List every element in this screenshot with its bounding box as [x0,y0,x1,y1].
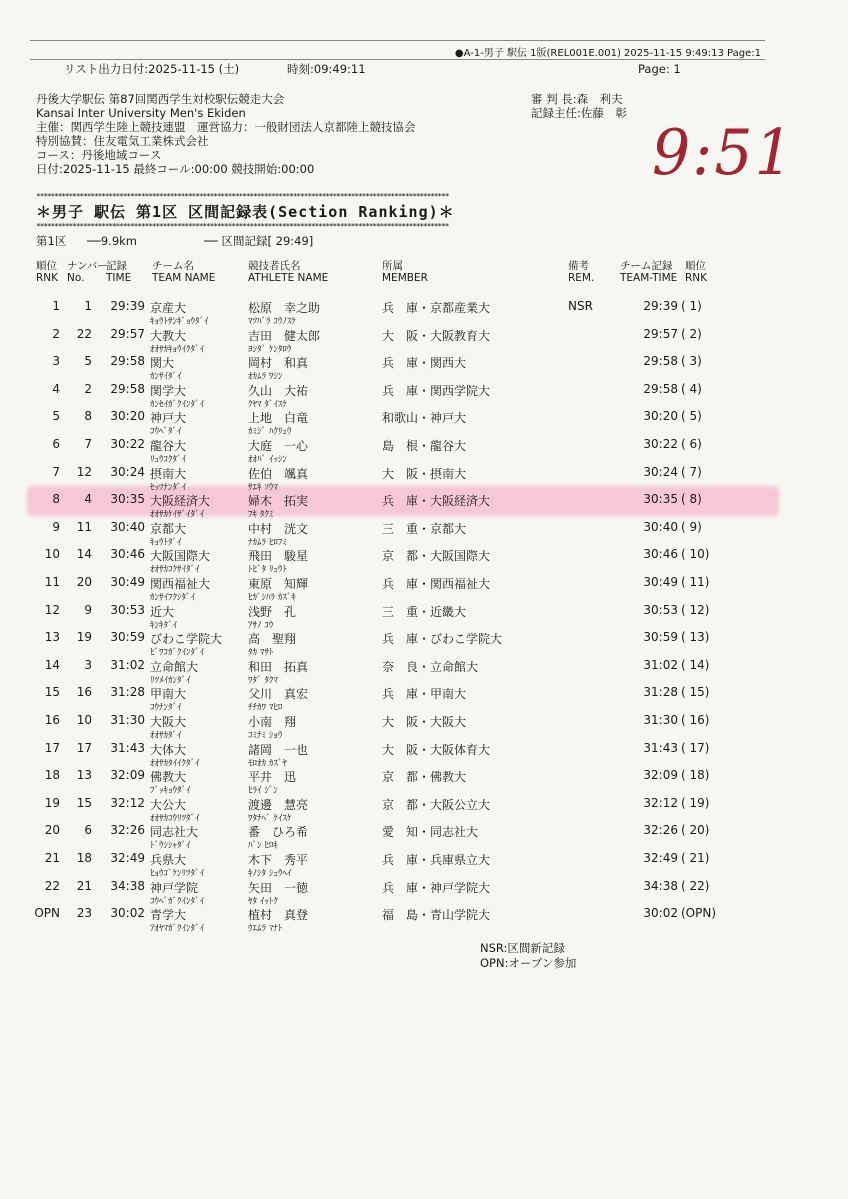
time-cell: 31:43 [110,740,145,755]
team-name-cell: 関西福祉大 [150,577,211,591]
team-rank-cell: ( 20) [681,823,710,838]
athlete-name-cell: 矢田 一徳 [248,880,309,895]
athlete-kana-cell: ｱｻﾉ ｺｳ [248,620,274,631]
athlete-name-cell: 婦木 拓実 [248,494,309,509]
member-cell: 兵 庫・大阪経済大 [382,494,491,509]
table-row [0,879,848,907]
athlete-name-cell: 飛田 駿星 [248,549,309,564]
team-name-cell: 神戸大 [150,411,187,426]
time-cell: 30:20 [110,409,145,424]
athlete-kana-cell: ﾌｷ ﾀｸﾐ [248,510,274,521]
athlete-kana-cell: ｺﾐﾅﾐ ｼｮｳ [248,731,283,741]
number-cell: 8 [84,409,92,424]
rank-cell: 13 [44,630,60,645]
team-time-cell: 29:39 [643,299,678,313]
team-kana-cell: ｺｳﾅﾝﾀﾞｲ [150,703,182,714]
athlete-kana-cell: ﾔﾀ ｲｯﾄｸ [248,896,278,907]
team-kana-cell: ﾋｮｳｺﾞｹﾝﾘﾂﾀﾞｲ [150,869,205,879]
table-row [0,823,848,851]
table-row [0,741,848,769]
number-cell: 6 [84,823,92,838]
team-rank-cell: ( 10) [681,547,710,562]
time-cell: 30:46 [110,547,145,562]
table-row [0,796,848,824]
rank-cell: 9 [52,519,60,534]
athlete-kana-cell: ﾏﾂﾊﾞﾗ ｺｳﾉｽｹ [248,317,296,327]
team-time-cell: 29:57 [643,326,678,341]
rank-cell: 1 [52,299,60,313]
rank-cell: OPN [34,906,60,921]
team-kana-cell: ﾌﾞｯｷｮｳﾀﾞｲ [150,786,191,797]
date-line: 日付:2025-11-15 最終コール:00:00 競技開始:00:00 [36,162,315,176]
team-time-cell: 34:38 [643,878,678,893]
table-row [0,520,848,548]
athlete-kana-cell: ﾄﾋﾞﾀ ﾘｭｳﾄ [248,565,287,576]
number-cell: 18 [76,851,92,865]
team-time-cell: 31:02 [643,657,678,672]
team-kana-cell: ｶﾝｾｲｶﾞｸｲﾝﾀﾞｲ [150,399,205,410]
member-cell: 京 都・大阪公立大 [382,797,491,812]
rank-cell: 10 [44,547,60,562]
athlete-kana-cell: ﾀｶ ﾏｻﾄ [248,648,274,659]
athlete-kana-cell: ﾅｶﾑﾗ ﾋﾛﾌﾐ [248,537,287,548]
number-cell: 19 [76,630,92,645]
team-time-cell: 31:30 [643,713,678,727]
star-divider-bottom: ****************************************************************************************************************** [36,222,449,231]
table-row [0,851,848,879]
athlete-name-cell: 佐伯 颯真 [248,466,309,481]
time-cell: 30:53 [110,602,145,617]
team-time-cell: 31:28 [643,685,678,700]
team-name-cell: 兵県大 [150,853,187,867]
table-row [0,713,848,741]
athlete-name-cell: 和田 拓真 [248,659,309,674]
number-cell: 17 [76,740,92,755]
col-team-time-header: チーム記録 TEAM-TIME [620,260,678,284]
team-name-cell: 近大 [150,604,175,619]
number-cell: 23 [76,906,92,921]
rank-cell: 17 [44,740,60,755]
team-kana-cell: ｵｵｻｶﾀｲｲｸﾀﾞｲ [150,758,200,769]
member-cell: 兵 庫・関西学院大 [382,383,491,398]
rank-cell: 14 [44,657,60,672]
time-cell: 34:38 [110,878,145,893]
athlete-name-cell: 久山 大祐 [248,383,309,398]
athlete-kana-cell: ｻｴｷ ｿｳﾏ [248,482,278,493]
member-cell: 兵 庫・神戸学院大 [382,880,491,895]
team-rank-cell: ( 15) [681,685,710,700]
team-rank-cell: ( 13) [681,630,710,645]
rank-cell: 8 [52,492,60,507]
team-rank-cell: ( 17) [681,740,710,755]
table-row [0,299,848,327]
team-kana-cell: ﾘﾂﾒｲｶﾝﾀﾞｲ [150,675,191,686]
team-time-cell: 30:20 [643,409,678,424]
team-time-cell: 32:12 [643,795,678,810]
team-kana-cell: ｷｮｳﾄｻﾝｷﾞｮｳﾀﾞｲ [150,317,209,327]
time-cell: 29:39 [110,299,145,313]
team-rank-cell: ( 12) [681,602,710,617]
athlete-kana-cell: ﾜﾀﾞ ﾀｸﾏ [248,675,278,686]
member-cell: 兵 庫・関西大 [382,356,467,371]
col-time-header: 記録 TIME [106,260,132,284]
team-kana-cell: ｵｵｻｶｹｲｻﾞｲﾀﾞｲ [150,510,205,521]
team-time-cell: 30:35 [643,492,678,507]
member-cell: 兵 庫・甲南大 [382,687,467,702]
rank-cell: 15 [44,685,60,700]
number-cell: 3 [84,657,92,672]
team-time-cell: 30:49 [643,575,678,589]
athlete-name-cell: 高 聖翔 [248,632,297,647]
team-kana-cell: ﾋﾞﾜｺｶﾞｸｲﾝﾀﾞｲ [150,648,205,659]
athlete-name-cell: 木下 秀平 [248,853,309,867]
remarks-cell: NSR [568,299,593,313]
time-cell: 29:58 [110,354,145,369]
athlete-kana-cell: ﾋﾗｲ ｼﾞﾝ [248,786,278,797]
table-row [0,685,848,713]
number-cell: 4 [84,492,92,507]
organizers: 主催：関西学生陸上競技連盟 運営協力：一般財団法人京都陸上競技協会 [36,120,416,134]
team-rank-cell: ( 1) [681,299,702,313]
athlete-name-cell: 平井 迅 [248,770,297,785]
rank-cell: 21 [44,851,60,865]
athlete-kana-cell: ｶﾐｼﾞ ﾊｸﾘｭｳ [248,427,292,438]
rank-cell: 6 [52,437,60,451]
member-cell: 島 根・龍谷大 [382,439,467,453]
number-cell: 2 [84,381,92,396]
athlete-kana-cell: ﾊﾞﾝ ﾋﾛｷ [248,841,278,852]
time-cell: 32:26 [110,823,145,838]
time-cell: 30:35 [110,492,145,507]
athlete-kana-cell: ﾖｼﾀﾞ ｹﾝﾀﾛｳ [248,344,292,355]
rank-cell: 16 [44,713,60,727]
rank-cell: 12 [44,602,60,617]
rank-cell: 2 [52,326,60,341]
team-time-cell: 30:53 [643,602,678,617]
athlete-kana-cell: ｳｴﾑﾗ ﾏﾅﾄ [248,924,283,935]
rank-cell: 18 [44,768,60,783]
team-name-cell: 立命館大 [150,659,199,674]
team-time-cell: 32:09 [643,768,678,783]
athlete-kana-cell: ｸﾔﾏ ﾀﾞｲｽｹ [248,399,287,410]
team-kana-cell: ﾘｭｳｺｸﾀﾞｲ [150,455,187,465]
team-rank-cell: ( 5) [681,409,702,424]
number-cell: 16 [76,685,92,700]
team-kana-cell: ｷｮｳﾄﾀﾞｲ [150,537,182,548]
section-record: ── 区間記録[ 29:49] [204,234,314,248]
team-name-cell: 関大 [150,356,175,371]
referee: 審 判 長:森 利夫 [531,92,623,106]
time-cell: 32:49 [110,851,145,865]
team-rank-cell: ( 8) [681,492,702,507]
team-kana-cell: ｺｳﾍﾞｶﾞｸｲﾝﾀﾞｲ [150,896,205,907]
table-row [0,603,848,631]
table-row [0,547,848,575]
athlete-name-cell: 東原 知輝 [248,577,309,591]
number-cell: 22 [76,326,92,341]
athlete-name-cell: 松原 幸之助 [248,301,321,315]
member-cell: 大 阪・大阪大 [382,715,467,729]
table-row [0,658,848,686]
team-name-cell: 大阪経済大 [150,494,211,509]
member-cell: 兵 庫・京都産業大 [382,301,491,315]
number-cell: 15 [76,795,92,810]
course: コース：丹後地域コース [36,148,162,162]
time-cell: 32:12 [110,795,145,810]
team-name-cell: 神戸学院 [150,880,199,895]
team-time-cell: 29:58 [643,381,678,396]
event-title-en: Kansai Inter University Men's Ekiden [36,106,246,120]
team-name-cell: 大体大 [150,742,187,757]
team-rank-cell: ( 18) [681,768,710,783]
table-row [0,768,848,796]
member-cell: 奈 良・立命館大 [382,659,479,674]
time-cell: 32:09 [110,768,145,783]
time-cell: 29:58 [110,381,145,396]
team-time-cell: 30:40 [643,519,678,534]
athlete-name-cell: 小南 翔 [248,715,297,729]
athlete-name-cell: 中村 洸文 [248,521,309,536]
team-name-cell: 佛教大 [150,770,187,785]
rank-cell: 7 [52,464,60,479]
table-row [0,382,848,410]
time-cell: 30:02 [110,906,145,921]
team-rank-cell: ( 2) [681,326,702,341]
number-cell: 1 [84,299,92,313]
table-row [0,630,848,658]
rank-cell: 4 [52,381,60,396]
sponsor: 特別協賛：住友電気工業株式会社 [36,134,209,148]
team-kana-cell: ｵｵｻｶｷｮｳｲｸﾀﾞｲ [150,344,205,355]
team-name-cell: 大公大 [150,797,187,812]
athlete-name-cell: 番 ひろ希 [248,825,309,840]
team-rank-cell: ( 7) [681,464,702,479]
team-kana-cell: ｱｵﾔﾏｶﾞｸｲﾝﾀﾞｲ [150,924,205,935]
number-cell: 9 [84,602,92,617]
athlete-name-cell: 岡村 和真 [248,356,309,371]
team-name-cell: 大阪大 [150,715,187,729]
athlete-name-cell: 上地 白竜 [248,411,309,426]
team-rank-cell: ( 21) [681,851,710,865]
athlete-kana-cell: ｵｶﾑﾗ ﾜｼﾝ [248,372,283,383]
team-kana-cell: ﾄﾞｳｼｼｬﾀﾞｲ [150,841,191,852]
number-cell: 10 [76,713,92,727]
member-cell: 大 阪・大阪体育大 [382,742,491,757]
team-time-cell: 30:46 [643,547,678,562]
table-row [0,465,848,493]
athlete-kana-cell: ｵｵﾊﾞ ｲｯｼﾝ [248,455,287,465]
table-row [0,354,848,382]
list-date: リスト出力日付:2025-11-15 (土) [64,62,240,76]
event-title: 丹後大学駅伝 第87回関西学生対校駅伝競走大会 [36,92,285,106]
team-rank-cell: ( 9) [681,519,702,534]
team-rank-cell: (OPN) [681,906,717,921]
team-time-cell: 30:02 [643,906,678,921]
team-name-cell: 甲南大 [150,687,187,702]
team-kana-cell: ｷﾝｷﾀﾞｲ [150,620,178,631]
time-cell: 30:24 [110,464,145,479]
team-time-cell: 30:22 [643,437,678,451]
team-rank-cell: ( 6) [681,437,702,451]
athlete-name-cell: 吉田 健太郎 [248,328,321,343]
member-cell: 三 重・近畿大 [382,604,467,619]
team-time-cell: 32:49 [643,851,678,865]
team-name-cell: 同志社大 [150,825,199,840]
team-name-cell: 摂南大 [150,466,187,481]
time-cell: 31:30 [110,713,145,727]
time-cell: 30:40 [110,519,145,534]
team-time-cell: 30:24 [643,464,678,479]
rank-cell: 22 [44,878,60,893]
rank-cell: 3 [52,354,60,369]
team-rank-cell: ( 14) [681,657,710,672]
team-name-cell: 関学大 [150,383,187,398]
member-cell: 兵 庫・びわこ学院大 [382,632,503,647]
col-number-header: ナンバー No. [67,260,108,284]
team-kana-cell: ｵｵｻｶﾀﾞｲ [150,731,182,741]
team-kana-cell: ｾｯﾂﾅﾝﾀﾞｲ [150,482,187,493]
rank-cell: 11 [44,575,60,589]
member-cell: 和歌山・神戸大 [382,411,467,426]
table-row [0,906,848,934]
team-rank-cell: ( 4) [681,381,702,396]
number-cell: 5 [84,354,92,369]
team-name-cell: 大阪国際大 [150,549,211,564]
print-time: 時刻:09:49:11 [287,62,366,76]
athlete-kana-cell: ﾜﾀﾅﾍﾞ ｹｲｽｹ [248,813,292,824]
section-title: ＊男子 駅伝 第1区 区間記録表(Section Ranking)＊ [36,203,455,221]
team-time-cell: 31:43 [643,740,678,755]
member-cell: 大 阪・摂南大 [382,466,467,481]
team-rank-cell: ( 16) [681,713,710,727]
section-label: 第1区 [36,234,67,248]
section-distance: ──9.9km [87,234,137,248]
recorder: 記録主任:佐藤 彰 [531,106,627,120]
team-rank-cell: ( 22) [681,878,710,893]
col-remarks-header: 備考 REM. [568,260,595,284]
team-time-cell: 32:26 [643,823,678,838]
col-team-rank-header: 順位 RNK [685,260,708,284]
page-number: Page: 1 [638,62,681,76]
athlete-kana-cell: ﾋｶﾞｼﾊﾗ ｶｽﾞｷ [248,593,296,603]
table-row [0,492,848,520]
number-cell: 11 [76,519,92,534]
athlete-kana-cell: ﾁﾁｶﾜ ﾏﾋﾛ [248,703,283,714]
print-header-text: ●A-1-男子 駅伝 1版(REL001E.001) 2025-11-15 9:49:13 Page:1 [454,48,761,59]
team-name-cell: 京都大 [150,521,187,536]
team-kana-cell: ｵｵｻｶｺｳﾘﾂﾀﾞｲ [150,813,200,824]
time-cell: 29:57 [110,326,145,341]
rank-cell: 20 [44,823,60,838]
team-kana-cell: ｺｳﾍﾞﾀﾞｲ [150,427,182,438]
member-cell: 兵 庫・兵庫県立大 [382,853,491,867]
table-row [0,437,848,465]
team-name-cell: 大教大 [150,328,187,343]
star-divider-top: ****************************************************************************************************************** [36,192,449,201]
time-cell: 30:22 [110,437,145,451]
member-cell: 愛 知・同志社大 [382,825,479,840]
time-cell: 30:49 [110,575,145,589]
athlete-kana-cell: ﾓﾛｵｶ ｶｽﾞﾔ [248,758,287,769]
print-header-bar [30,40,765,60]
team-name-cell: びわこ学院大 [150,632,223,647]
athlete-name-cell: 植村 真登 [248,908,309,923]
member-cell: 福 島・青山学院大 [382,908,491,923]
number-cell: 13 [76,768,92,783]
col-athlete-header: 競技者氏名 ATHLETE NAME [248,260,329,284]
member-cell: 京 都・佛教大 [382,770,467,785]
col-team-header: チーム名 TEAM NAME [152,260,216,284]
table-row [0,575,848,603]
team-name-cell: 龍谷大 [150,439,187,453]
athlete-kana-cell: ｷﾉｼﾀ ｼｭｳﾍｲ [248,869,292,879]
team-kana-cell: ｶﾝｻｲﾌｸｼﾀﾞｲ [150,593,196,603]
team-rank-cell: ( 11) [681,575,710,589]
team-rank-cell: ( 3) [681,354,702,369]
team-time-cell: 30:59 [643,630,678,645]
col-member-header: 所属 MEMBER [382,260,428,284]
number-cell: 14 [76,547,92,562]
athlete-name-cell: 諸岡 一也 [248,742,309,757]
team-name-cell: 京産大 [150,301,187,315]
col-rank-header: 順位 RNK [36,260,59,284]
footnote-nsr: NSR:区間新記録 [480,941,565,955]
athlete-name-cell: 大庭 一心 [248,439,309,453]
time-cell: 31:02 [110,657,145,672]
athlete-name-cell: 渡邊 慧亮 [248,797,309,812]
time-cell: 31:28 [110,685,145,700]
number-cell: 20 [76,575,92,589]
time-cell: 30:59 [110,630,145,645]
member-cell: 京 都・大阪国際大 [382,549,491,564]
footnote-opn: OPN:オープン参加 [480,956,577,970]
rank-cell: 19 [44,795,60,810]
table-row [0,409,848,437]
member-cell: 三 重・京都大 [382,521,467,536]
team-kana-cell: ｵｵｻｶｺｸｻｲﾀﾞｲ [150,565,200,576]
handwritten-note: 9:51 [652,116,795,190]
table-row [0,327,848,355]
rank-cell: 5 [52,409,60,424]
team-rank-cell: ( 19) [681,795,710,810]
team-name-cell: 青学大 [150,908,187,923]
member-cell: 兵 庫・関西福祉大 [382,577,491,591]
member-cell: 大 阪・大阪教育大 [382,328,491,343]
athlete-name-cell: 浅野 孔 [248,604,297,619]
team-kana-cell: ｶﾝｻｲﾀﾞｲ [150,372,182,383]
number-cell: 21 [76,878,92,893]
number-cell: 7 [84,437,92,451]
team-time-cell: 29:58 [643,354,678,369]
athlete-name-cell: 父川 真宏 [248,687,309,702]
number-cell: 12 [76,464,92,479]
